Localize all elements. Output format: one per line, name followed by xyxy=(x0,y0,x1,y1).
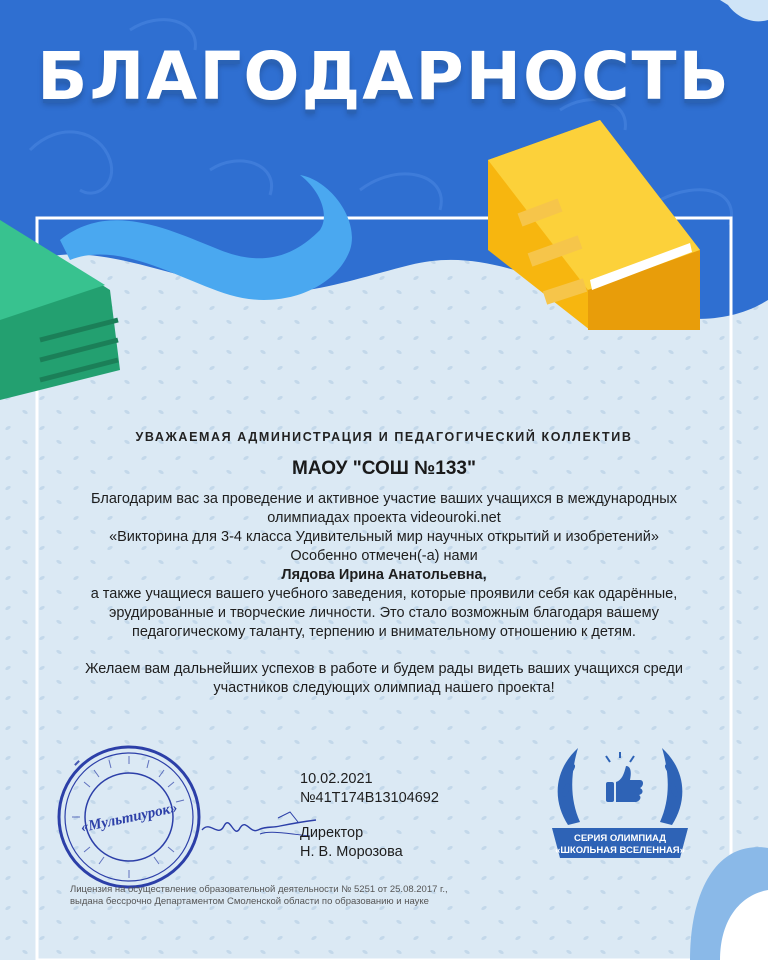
svg-text:«Мультиурок»: «Мультиурок» xyxy=(79,799,179,837)
wish-paragraph xyxy=(60,660,708,698)
addressee: УВАЖАЕМАЯ АДМИНИСТРАЦИЯ И ПЕДАГОГИЧЕСКИЙ КОЛЛЕКТИВ xyxy=(135,430,633,444)
wish-line: Желаем вам дальнейших успехов в работе и будем рады видеть ваших учащихся среди xyxy=(85,661,683,677)
page-title: БЛАГОДАРНОСТЬ xyxy=(37,38,731,115)
recipient-name: Лядова Ирина Анатольевна, xyxy=(281,567,487,583)
badge-line-2: «ШКОЛЬНАЯ ВСЕЛЕННАЯ» xyxy=(555,845,685,856)
badge-line-1: СЕРИЯ ОЛИМПИАД xyxy=(573,833,667,844)
issue-date: 10.02.2021 xyxy=(300,771,373,787)
thumbs-up-icon xyxy=(606,752,643,802)
company-seal xyxy=(54,742,204,892)
body-paragraph xyxy=(60,490,708,642)
body-line: эрудированные и творческие личности. Это стало возможным благодаря вашему xyxy=(108,605,660,621)
body-line: Особенно отмечен(-а) нами xyxy=(290,548,478,564)
olympiad-badge xyxy=(540,730,700,870)
document-meta xyxy=(300,770,439,862)
document-number: №41Т174В13104692 xyxy=(300,790,439,806)
body-line: а также учащиеся вашего учебного заведения, которые проявили себя как одарённые, xyxy=(90,586,678,602)
body-line: «Викторина для 3-4 класса Удивительный мир научных открытий и изобретений» xyxy=(109,529,659,545)
director-name: Н. В. Морозова xyxy=(300,844,403,860)
body-line: Благодарим вас за проведение и активное участие ваших учащихся в международных xyxy=(91,491,677,507)
director-position: Директор xyxy=(300,825,364,841)
body-line: педагогическому таланту, терпению и внимательному отношению к детям. xyxy=(132,624,636,640)
wish-line: участников следующих олимпиад нашего проекта! xyxy=(213,680,555,696)
license-info xyxy=(70,884,448,908)
license-line: выдана бессрочно Департаментом Смоленской области по образованию и науке xyxy=(70,896,429,907)
body-line: олимпиадах проекта videouroki.net xyxy=(267,510,501,526)
organization-name: МАОУ "СОШ №133" xyxy=(292,458,476,479)
license-line: Лицензия на осуществление образовательной деятельности № 5251 от 25.08.2017 г., xyxy=(70,884,448,895)
main-text xyxy=(60,430,708,698)
